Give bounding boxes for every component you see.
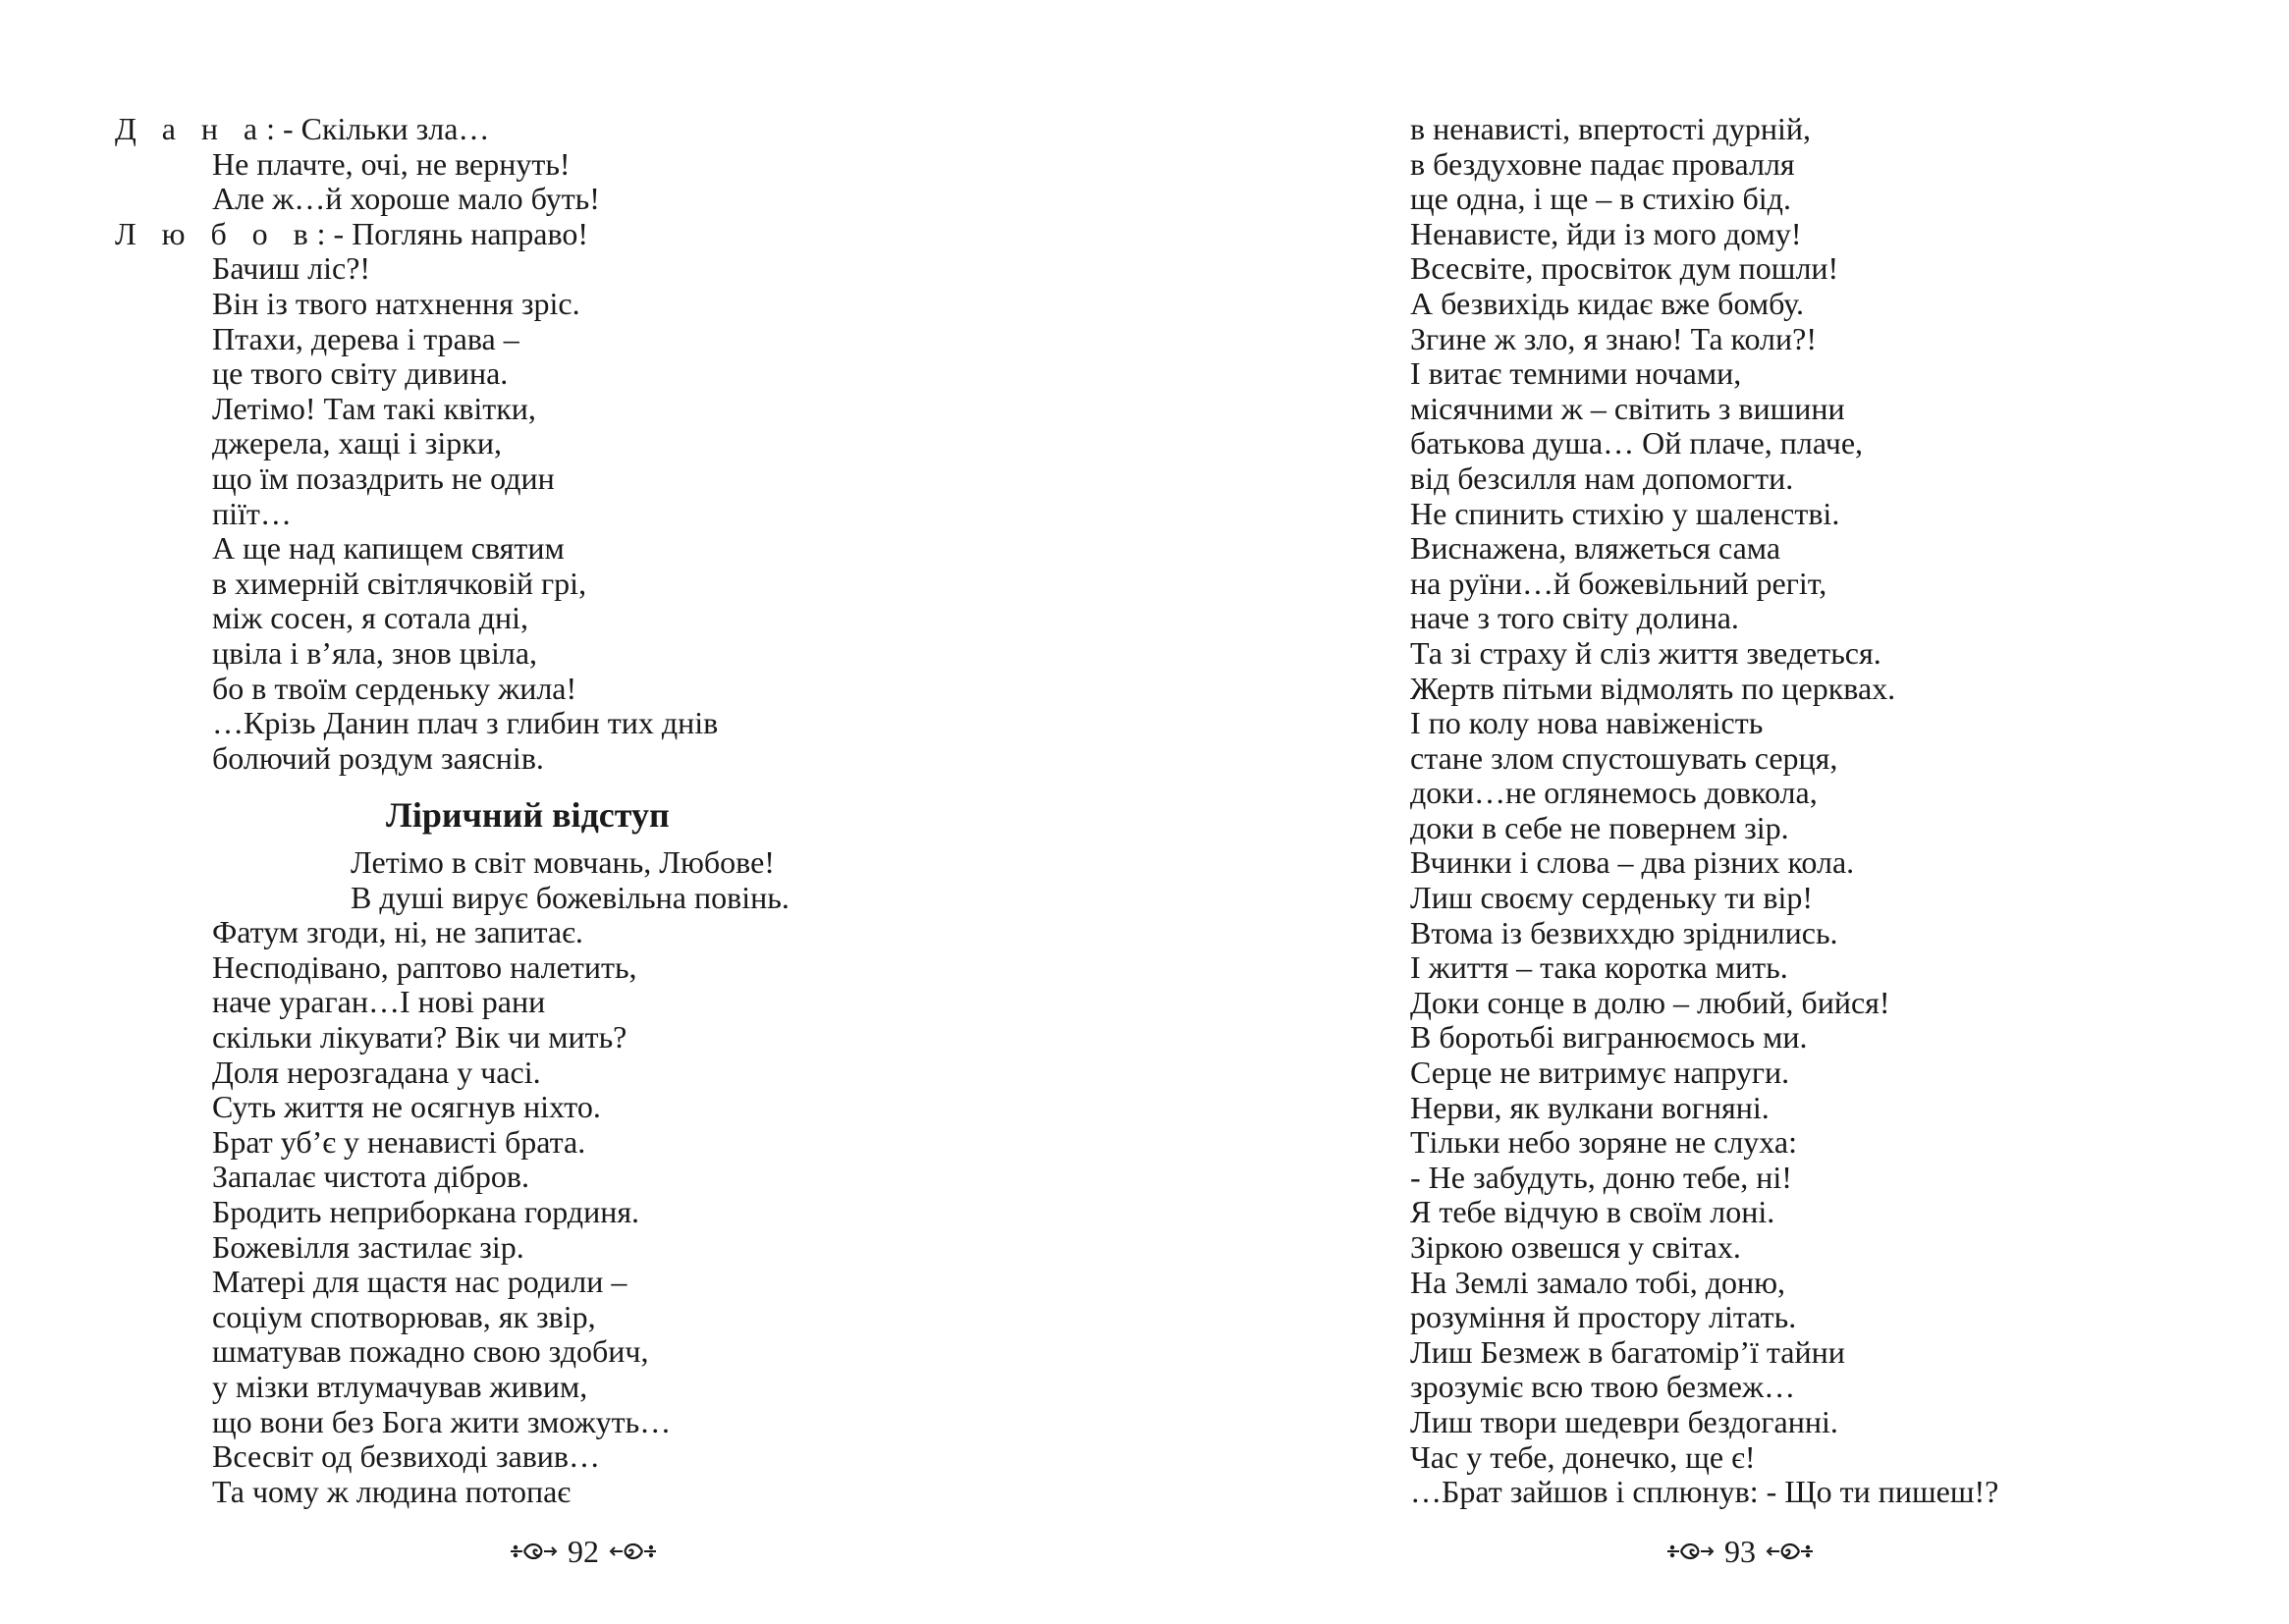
ornament-left-icon: [509, 1540, 558, 1563]
poem-line: Виснажена, вляжеться сама: [1410, 530, 1781, 567]
poem-line: Фатум згоди, ні, не запитає.: [212, 914, 583, 950]
poem-line: Лиш своєму серденьку ти вір!: [1410, 880, 1813, 916]
poem-line: - Не забудуть, доню тебе, ні!: [1410, 1159, 1792, 1195]
poem-line: І життя – така коротка мить.: [1410, 949, 1788, 986]
poem-line: Не плачте, очі, не вернуть!: [212, 145, 571, 182]
poem-line: Бродить неприборкана гординя.: [212, 1193, 640, 1229]
poem-line: Всесвіт од безвиході завив…: [212, 1438, 601, 1475]
poem-line: Доля нерозгадана у часі.: [212, 1054, 541, 1090]
poem-line: Він із твого натхнення зріс.: [212, 285, 580, 321]
poem-line: цвіла і в’яла, знов цвіла,: [212, 634, 538, 671]
poem-line: бо в твоїм серденьку жила!: [212, 670, 577, 706]
poem-line: шматував пожадно свою здобич,: [212, 1333, 649, 1370]
poem-line: скільки лікувати? Вік чи мить?: [212, 1018, 627, 1055]
ornament-right-icon: [609, 1540, 658, 1563]
poem-line: Серце не витримує напруги.: [1410, 1055, 1790, 1091]
poem-line: …Крізь Данин плач з глибин тих днів: [212, 705, 719, 741]
page-number: 92: [568, 1534, 599, 1569]
poem-line: Та чому ж людина потопає: [212, 1473, 572, 1509]
poem-line: Бачиш ліс?!: [212, 250, 371, 287]
poem-line: розуміння й простору літать.: [1410, 1299, 1797, 1335]
poem-line: Не спинить стихію у шаленстві.: [1410, 495, 1840, 531]
poem-block-continuation: [1144, 112, 2289, 1510]
poem-line: Лиш Безмеж в багатомір’ї тайни: [1410, 1333, 1845, 1370]
poem-line: доки…не оглянемось довкола,: [1410, 775, 1818, 811]
poem-line: що вони без Бога жити зможуть…: [212, 1403, 672, 1439]
poem-line: стане злом спустошувать серця,: [1410, 739, 1838, 776]
poem-line: Запалає чистота дібров.: [212, 1159, 530, 1195]
poem-line: Нерви, як вулкани вогняні.: [1410, 1089, 1770, 1125]
poem-line: Летімо в світ мовчань, Любове!: [351, 844, 775, 880]
left-page: [0, 0, 1144, 1624]
page-number-footer: [509, 1532, 658, 1571]
poem-line: наче з того світу долина.: [1410, 600, 1739, 636]
poem-line: соціум спотворював, як звір,: [212, 1298, 596, 1334]
poem-line: І витає темними ночами,: [1410, 355, 1742, 392]
poem-line: на руїни…й божевільний регіт,: [1410, 565, 1827, 601]
poem-line: Птахи, дерева і трава –: [212, 320, 519, 356]
poem-line: зрозуміє всю твою безмеж…: [1410, 1369, 1796, 1405]
poem-line: Але ж…й хороше мало буть!: [212, 181, 600, 217]
poem-line: Та зі страху й сліз життя зведеться.: [1410, 634, 1881, 671]
poem-line: Жертв пітьми відмолять по церквах.: [1410, 670, 1896, 706]
poem-line: наче ураган…І нові рани: [212, 984, 546, 1020]
speaker-name: Л ю б о в: [115, 215, 317, 251]
poem-line: доки в себе не повернем зір.: [1410, 809, 1789, 845]
poem-line: Доки сонце в долю – любий, бийся!: [1410, 984, 1890, 1020]
poem-line: І по колу нова навіженість: [1410, 705, 1764, 741]
ornament-left-icon: [1665, 1540, 1715, 1563]
poem-line: Летімо! Там такі квітки,: [212, 390, 536, 426]
poem-line: це твого світу дивина.: [212, 355, 509, 392]
poem-line: Я тебе відчую в своїм лоні.: [1410, 1194, 1775, 1230]
right-page: [1144, 0, 2289, 1624]
poem-line: Суть життя не осягнув ніхто.: [212, 1089, 601, 1125]
poem-line: ще одна, і ще – в стихію бід.: [1410, 181, 1791, 217]
poem-line: в бездуховне падає провалля: [1410, 145, 1795, 182]
poem-line: Всесвіте, просвіток дум пошли!: [1410, 250, 1839, 287]
poem-block-dialogue: [0, 112, 1144, 776]
poem-line: від безсилля нам допомогти.: [1410, 460, 1794, 496]
page-number-footer: [1665, 1532, 1815, 1571]
poem-line: В боротьбі вигранюємось ми.: [1410, 1019, 1808, 1056]
speaker-name: Д а н а: [115, 111, 267, 146]
poem-line: Тільки небо зоряне не слуха:: [1410, 1124, 1797, 1161]
poem-line: …Брат зайшов і сплюнув: - Що ти пишеш!?: [1410, 1474, 1999, 1510]
poem-line: Згине ж зло, я знаю! Та коли?!: [1410, 320, 1817, 356]
poem-line: Вчинки і слова – два різних кола.: [1410, 844, 1855, 881]
poem-line: Ненависте, йди із мого дому!: [1410, 215, 1802, 251]
poem-line: Час у тебе, донечко, ще є!: [1410, 1438, 1756, 1475]
poem-line: Втома із безвиххдю зріднились.: [1410, 914, 1838, 950]
poem-line: місячними ж – світить з вишини: [1410, 390, 1845, 426]
poem-line: болючий роздум заяснів.: [212, 739, 544, 776]
poem-line: що їм позаздрить не один: [212, 460, 555, 496]
poem-line: На Землі замало тобі, доню,: [1410, 1264, 1786, 1300]
poem-line: між сосен, я сотала дні,: [212, 600, 528, 636]
poem-line: А ще над капищем святим: [212, 530, 565, 567]
page-number: 93: [1724, 1534, 1756, 1569]
poem-line: Несподівано, раптово налетить,: [212, 948, 637, 985]
poem-line: Л ю б о в: - Поглянь направо!: [115, 215, 588, 251]
poem-block-digression: [0, 845, 1144, 1509]
poem-line: піїт…: [212, 495, 292, 531]
poem-line: Божевілля застилає зір.: [212, 1228, 524, 1265]
poem-line: в химерній світлячковій грі,: [212, 565, 587, 601]
ornament-right-icon: [1766, 1540, 1815, 1563]
poem-line: джерела, хащі і зірки,: [212, 425, 502, 461]
poem-line: в ненависті, впертості дурній,: [1410, 111, 1811, 146]
poem-line: Матері для щастя нас родили –: [212, 1264, 627, 1300]
poem-line: Брат уб’є у ненависті брата.: [212, 1123, 586, 1160]
poem-line: Лиш твори шедеври бездоганні.: [1410, 1403, 1838, 1439]
poem-line: Д а н а: - Скільки зла…: [115, 111, 490, 146]
section-heading: Ліричний відступ: [386, 795, 670, 835]
poem-line: батькова душа… Ой плаче, плаче,: [1410, 425, 1864, 461]
poem-line: у мізки втлумачував живим,: [212, 1368, 588, 1404]
poem-line: В душі вирує божевільна повінь.: [351, 879, 790, 915]
poem-line: А безвихідь кидає вже бомбу.: [1410, 285, 1804, 321]
poem-line: Зіркою озвешся у світах.: [1410, 1229, 1741, 1265]
